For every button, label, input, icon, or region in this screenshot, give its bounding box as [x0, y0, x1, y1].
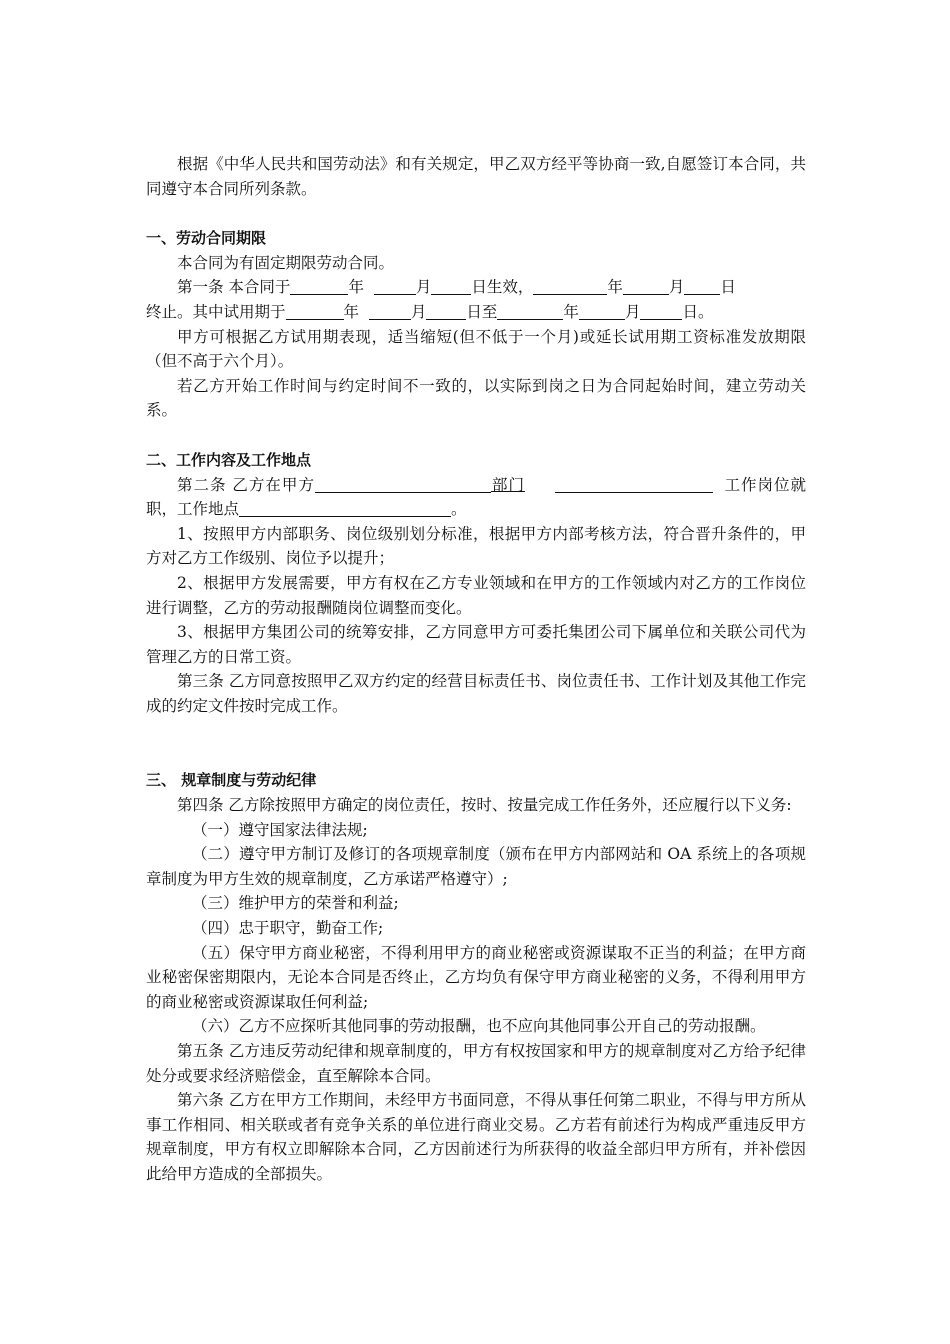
start-year-blank[interactable] — [290, 277, 348, 295]
duty-3: （三）维护甲方的荣誉和利益; — [192, 894, 399, 913]
section3-heading: 三、 规章制度与劳动纪律 — [146, 771, 317, 790]
article2-end: 。 — [451, 500, 467, 519]
section2-item-1: 1、按照甲方内部职务、岗位级别划分标准，根据甲方内部考核方法，符合晋升条件的，甲方对乙方工作级别、岗位予以提升； — [146, 524, 806, 568]
day-label: 日 — [720, 278, 736, 297]
start-month-blank[interactable] — [374, 277, 416, 295]
duty-1: （一）遵守国家法律法规; — [192, 820, 368, 839]
probation-start-day-blank[interactable] — [426, 302, 466, 320]
month-label: 月 — [624, 302, 641, 321]
article4: 第四条 乙方除按照甲方确定的岗位责任，按时、按量完成工作任务外，还应履行以下义务: — [177, 796, 792, 815]
month-label: 月 — [668, 278, 685, 297]
probation-end-month-blank[interactable] — [579, 302, 625, 320]
department-blank[interactable] — [315, 475, 491, 493]
year-label: 年 — [343, 302, 360, 321]
start-day-blank[interactable] — [431, 277, 471, 295]
day-to-label: 日至 — [466, 302, 498, 321]
article1 — [146, 275, 806, 300]
probation-start-month-blank[interactable] — [369, 302, 411, 320]
article1-prefix: 第一条 本合同于 — [177, 278, 291, 297]
probation-end-day-blank[interactable] — [640, 302, 682, 320]
article3: 第三条 乙方同意按照甲乙双方约定的经营目标责任书、岗位责任书、工作计划及其他工作完成的约定文件按时完成工作。 — [146, 672, 806, 715]
end-month-blank[interactable] — [623, 277, 669, 295]
section1-heading: 一、劳动合同期限 — [146, 229, 267, 248]
probation-end-year-blank[interactable] — [497, 302, 563, 320]
effective-label: 日生效， — [471, 278, 534, 297]
section1-p1: 本合同为有固定期限劳动合同。 — [177, 253, 395, 272]
year-label: 年 — [563, 302, 579, 321]
end-day-blank[interactable] — [684, 277, 720, 295]
article2-prefix: 第二条 乙方在甲方 — [177, 475, 315, 494]
probation-start-year-blank[interactable] — [286, 302, 344, 320]
department-label: 部门 — [490, 475, 525, 494]
month-label: 月 — [415, 278, 432, 297]
position-label: 工作岗位就职，工作地点 — [146, 475, 806, 519]
contract-page — [146, 152, 806, 1187]
year-label: 年 — [348, 278, 364, 297]
duty-2: （二）遵守甲方制订及修订的各项规章制度（颁布在甲方内部网站和 OA 系统上的各项规章制度为甲方生效的规章制度，乙方承诺严格遵守）; — [146, 845, 806, 888]
position-blank[interactable] — [555, 475, 713, 493]
end-year-blank[interactable] — [533, 277, 607, 295]
duty-4: （四）忠于职守，勤奋工作; — [192, 919, 384, 938]
article1-line2 — [146, 300, 806, 325]
duty-5: （五）保守甲方商业秘密，不得利用甲方的商业秘密或资源谋取不正当的利益；在甲方商业秘密保密期限内，无论本合同是否终止，乙方均负有保守甲方商业秘密的义务，不得利用甲方的商业秘密或资源谋取任何利益; — [146, 943, 806, 1011]
day-period-label: 日。 — [682, 302, 714, 321]
section1-p3: 甲方可根据乙方试用期表现，适当缩短(但不低于一个月)或延长试用期工资标准发放期限（但不高于六个月）。 — [146, 327, 806, 371]
article6: 第六条 乙方在甲方工作期间，未经甲方书面同意，不得从事任何第二职业，不得与甲方所从事工作相同、相关联或者有竞争关系的单位进行商业交易。乙方若有前述行为构成严重违反甲方规章制度，甲方有权立即解除本合同，乙方因前述行为所获得的收益全部归甲方所有，并补偿因此给甲方造成的全部损失。 — [146, 1091, 806, 1183]
end-word: 终止。其中试用期于 — [146, 302, 286, 321]
article2 — [146, 473, 806, 522]
section1-p4: 若乙方开始工作时间与约定时间不一致的，以实际到岗之日为合同起始时间，建立劳动关系。 — [146, 376, 806, 420]
article5: 第五条 乙方违反劳动纪律和规章制度的，甲方有权按国家和甲方的规章制度对乙方给予纪律处分或要求经济赔偿金，直至解除本合同。 — [146, 1042, 806, 1085]
section2-item-3: 3、根据甲方集团公司的统筹安排，乙方同意甲方可委托集团公司下属单位和关联公司代为管理乙方的日常工资。 — [146, 623, 806, 666]
section2-heading: 二、工作内容及工作地点 — [146, 450, 312, 469]
month-label: 月 — [410, 302, 427, 321]
duty-6: （六）乙方不应探听其他同事的劳动报酬，也不应向其他同事公开自己的劳动报酬。 — [192, 1017, 766, 1036]
section2-item-2: 2、根据甲方发展需要，甲方有权在乙方专业领域和在甲方的工作领域内对乙方的工作岗位进行调整，乙方的劳动报酬随岗位调整而变化。 — [146, 573, 806, 617]
work-location-blank[interactable] — [239, 499, 451, 517]
intro-paragraph: 根据《中华人民共和国劳动法》和有关规定，甲乙双方经平等协商一致,自愿签订本合同，共同遵守本合同所列条款。 — [146, 155, 806, 198]
year-label: 年 — [607, 278, 623, 297]
